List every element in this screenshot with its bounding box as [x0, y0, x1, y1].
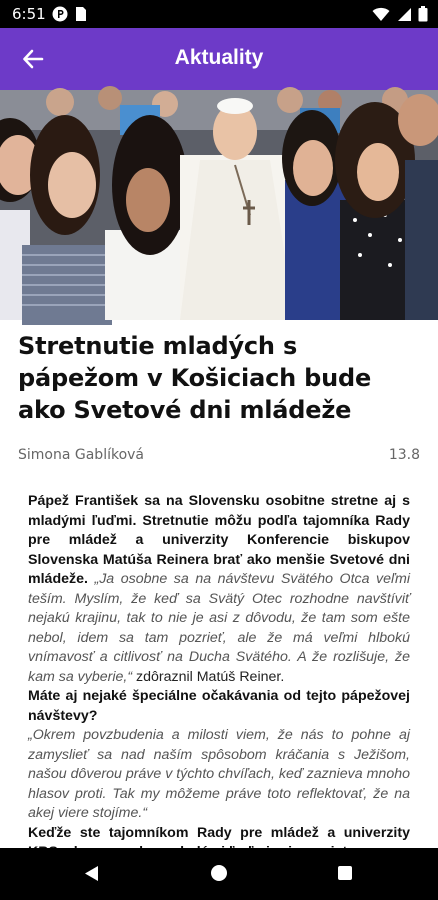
- wifi-icon: [372, 7, 390, 22]
- cellular-signal-icon: [396, 7, 412, 22]
- sim-card-icon: [75, 6, 87, 22]
- group-photo-image: [0, 90, 438, 312]
- paragraph-text: zdôraznil Matúš Reiner.: [132, 668, 285, 685]
- nav-home-icon[interactable]: [211, 865, 227, 881]
- app-bar: [0, 28, 438, 90]
- group-photo-illustration: [0, 90, 438, 312]
- nav-back-icon[interactable]: [84, 865, 99, 882]
- question-bold: Máte aj nejaké špeciálne očakávania od tejto pápežovej návštevy?: [28, 688, 410, 724]
- paragraph-bold: Pápež František sa na Slovensku osobitne stretne aj s mladými ľuďmi. Stretnutie môžu podľa tajomníka Rady pre mládež a univerzity Konferencie biskupov Slovenska Matúša Reinera brať ako menšie Svetové dni mládeže.: [28, 493, 410, 587]
- nav-recents-icon[interactable]: [338, 866, 352, 880]
- answer-quote: „Okrem povzbudenia a milosti viem, že nás to pohne aj zamyslieť sa nad naším spôsobom kráčania s Ježišom, našou dôverou práve v týchto chvíľach, keď zaznieva mnoho hlasov proti. Tak my môžeme práve toto reflektovať, že na akej viere stojíme.“: [28, 727, 410, 821]
- article-body: [28, 492, 410, 863]
- app-title: Aktuality: [174, 46, 264, 69]
- paragraph: [28, 492, 410, 687]
- status-time: 6:51: [12, 5, 46, 23]
- p-notification-icon: [52, 6, 68, 22]
- article-title: Stretnutie mladých s pápežom v Košiciach bude ako Svetové dni mládeže: [18, 332, 372, 424]
- article-author: Simona Gablíková: [18, 447, 145, 463]
- status-left-icons: [52, 6, 87, 22]
- system-nav-bar: [0, 848, 438, 900]
- status-bar: [0, 0, 438, 28]
- article-scroll-area[interactable]: [0, 312, 438, 848]
- article-date: 13.8: [388, 447, 420, 463]
- answer: [28, 726, 410, 824]
- question-bold: Keďže ste tajomníkom Rady pre mládež a univerzity: [28, 824, 410, 841]
- paragraph-quote: „Ja osobne sa na návštevu Svätého Otca veľmi teším. Myslím, že keď sa Svätý Otec rozhodne navštíviť nejakú krajinu, tak to nie je asi z dôvodu, že tam som ešte nebol, idem sa tam pozrieť, ale že má veľmi hlbokú vnímavosť a citlivosť na Ducha Svätého. A že rozlišuje, že kam sa vyberie,“: [28, 571, 410, 685]
- status-right-icons: [372, 6, 428, 22]
- article-meta: [18, 444, 420, 468]
- question: [28, 687, 410, 726]
- battery-icon: [418, 6, 428, 22]
